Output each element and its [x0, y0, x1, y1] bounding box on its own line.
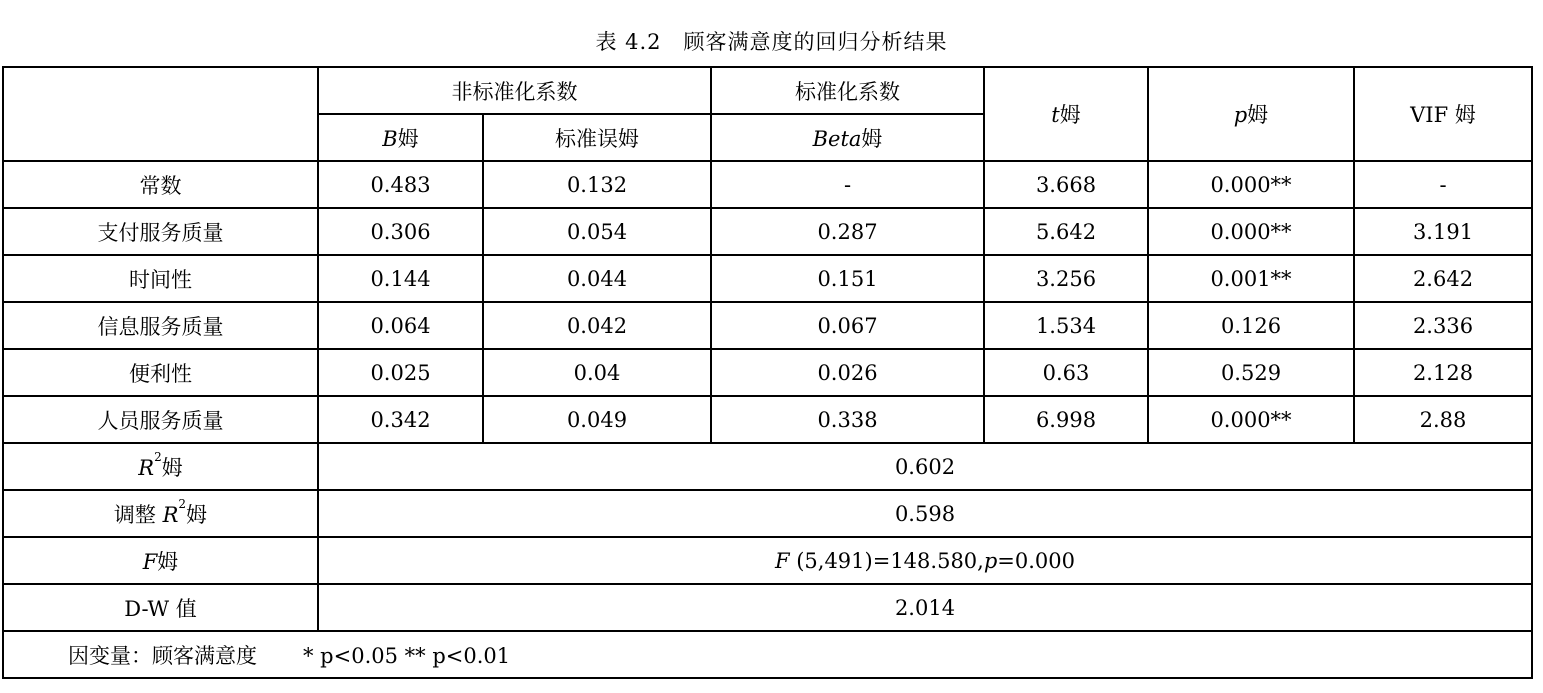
cell-t: 3.256: [984, 255, 1148, 302]
table-row: [3, 255, 1532, 302]
adj-r2-label: 调整 $R^2$姆: [3, 490, 318, 537]
adj-r2-value: 0.598: [318, 490, 1532, 537]
table-row: [3, 302, 1532, 349]
cell-beta: 0.151: [711, 255, 984, 302]
f-label: F姆: [3, 537, 318, 584]
header-vif: VIF 姆: [1354, 67, 1532, 161]
cell-vif: -: [1354, 161, 1532, 208]
table-row: [3, 349, 1532, 396]
cell-se: 0.04: [483, 349, 711, 396]
header-t: t姆: [984, 67, 1148, 161]
footer-row: [3, 631, 1532, 678]
cell-beta: 0.338: [711, 396, 984, 443]
cell-se: 0.044: [483, 255, 711, 302]
header-row-1: [3, 67, 1532, 114]
cell-vif: 2.642: [1354, 255, 1532, 302]
cell-b: 0.483: [318, 161, 483, 208]
r2-label: $R^2$姆: [3, 443, 318, 490]
cell-t: 6.998: [984, 396, 1148, 443]
header-beta: Beta姆: [711, 114, 984, 161]
header-blank: [3, 67, 318, 161]
cell-p: 0.126: [1148, 302, 1354, 349]
header-se: 标准误姆: [483, 114, 711, 161]
cell-beta: 0.026: [711, 349, 984, 396]
dw-value: 2.014: [318, 584, 1532, 631]
header-standardized: 标准化系数: [711, 67, 984, 114]
row-label: 便利性: [3, 349, 318, 396]
row-label: 人员服务质量: [3, 396, 318, 443]
cell-b: 0.064: [318, 302, 483, 349]
cell-vif: 2.336: [1354, 302, 1532, 349]
cell-p: 0.000**: [1148, 396, 1354, 443]
significance-note: * p<0.05 ** p<0.01: [303, 643, 511, 668]
cell-t: 3.668: [984, 161, 1148, 208]
dw-label: D-W 值: [3, 584, 318, 631]
cell-b: 0.342: [318, 396, 483, 443]
cell-se: 0.132: [483, 161, 711, 208]
header-b: B姆: [318, 114, 483, 161]
summary-row-r2: [3, 443, 1532, 490]
footer-note: [3, 631, 1532, 678]
header-p: p姆: [1148, 67, 1354, 161]
cell-se: 0.042: [483, 302, 711, 349]
cell-t: 1.534: [984, 302, 1148, 349]
cell-vif: 2.128: [1354, 349, 1532, 396]
cell-vif: 2.88: [1354, 396, 1532, 443]
table-row: [3, 396, 1532, 443]
cell-se: 0.049: [483, 396, 711, 443]
cell-b: 0.144: [318, 255, 483, 302]
regression-table: [2, 66, 1533, 679]
row-label: 时间性: [3, 255, 318, 302]
cell-vif: 3.191: [1354, 208, 1532, 255]
cell-beta: -: [711, 161, 984, 208]
cell-b: 0.025: [318, 349, 483, 396]
summary-row-adj-r2: [3, 490, 1532, 537]
cell-t: 5.642: [984, 208, 1148, 255]
r2-value: 0.602: [318, 443, 1532, 490]
table-row: [3, 161, 1532, 208]
cell-p: 0.529: [1148, 349, 1354, 396]
summary-row-f: [3, 537, 1532, 584]
summary-row-dw: [3, 584, 1532, 631]
cell-t: 0.63: [984, 349, 1148, 396]
header-unstandardized: 非标准化系数: [318, 67, 711, 114]
row-label: 常数: [3, 161, 318, 208]
row-label: 信息服务质量: [3, 302, 318, 349]
f-value: F (5,491)=148.580,p=0.000: [318, 537, 1532, 584]
dependent-variable: 因变量：顾客满意度: [68, 643, 257, 668]
cell-p: 0.000**: [1148, 161, 1354, 208]
cell-p: 0.000**: [1148, 208, 1354, 255]
table-title: 表 4.2 顾客满意度的回归分析结果: [595, 30, 948, 54]
row-label: 支付服务质量: [3, 208, 318, 255]
cell-beta: 0.067: [711, 302, 984, 349]
cell-p: 0.001**: [1148, 255, 1354, 302]
table-row: [3, 208, 1532, 255]
cell-b: 0.306: [318, 208, 483, 255]
cell-se: 0.054: [483, 208, 711, 255]
cell-beta: 0.287: [711, 208, 984, 255]
